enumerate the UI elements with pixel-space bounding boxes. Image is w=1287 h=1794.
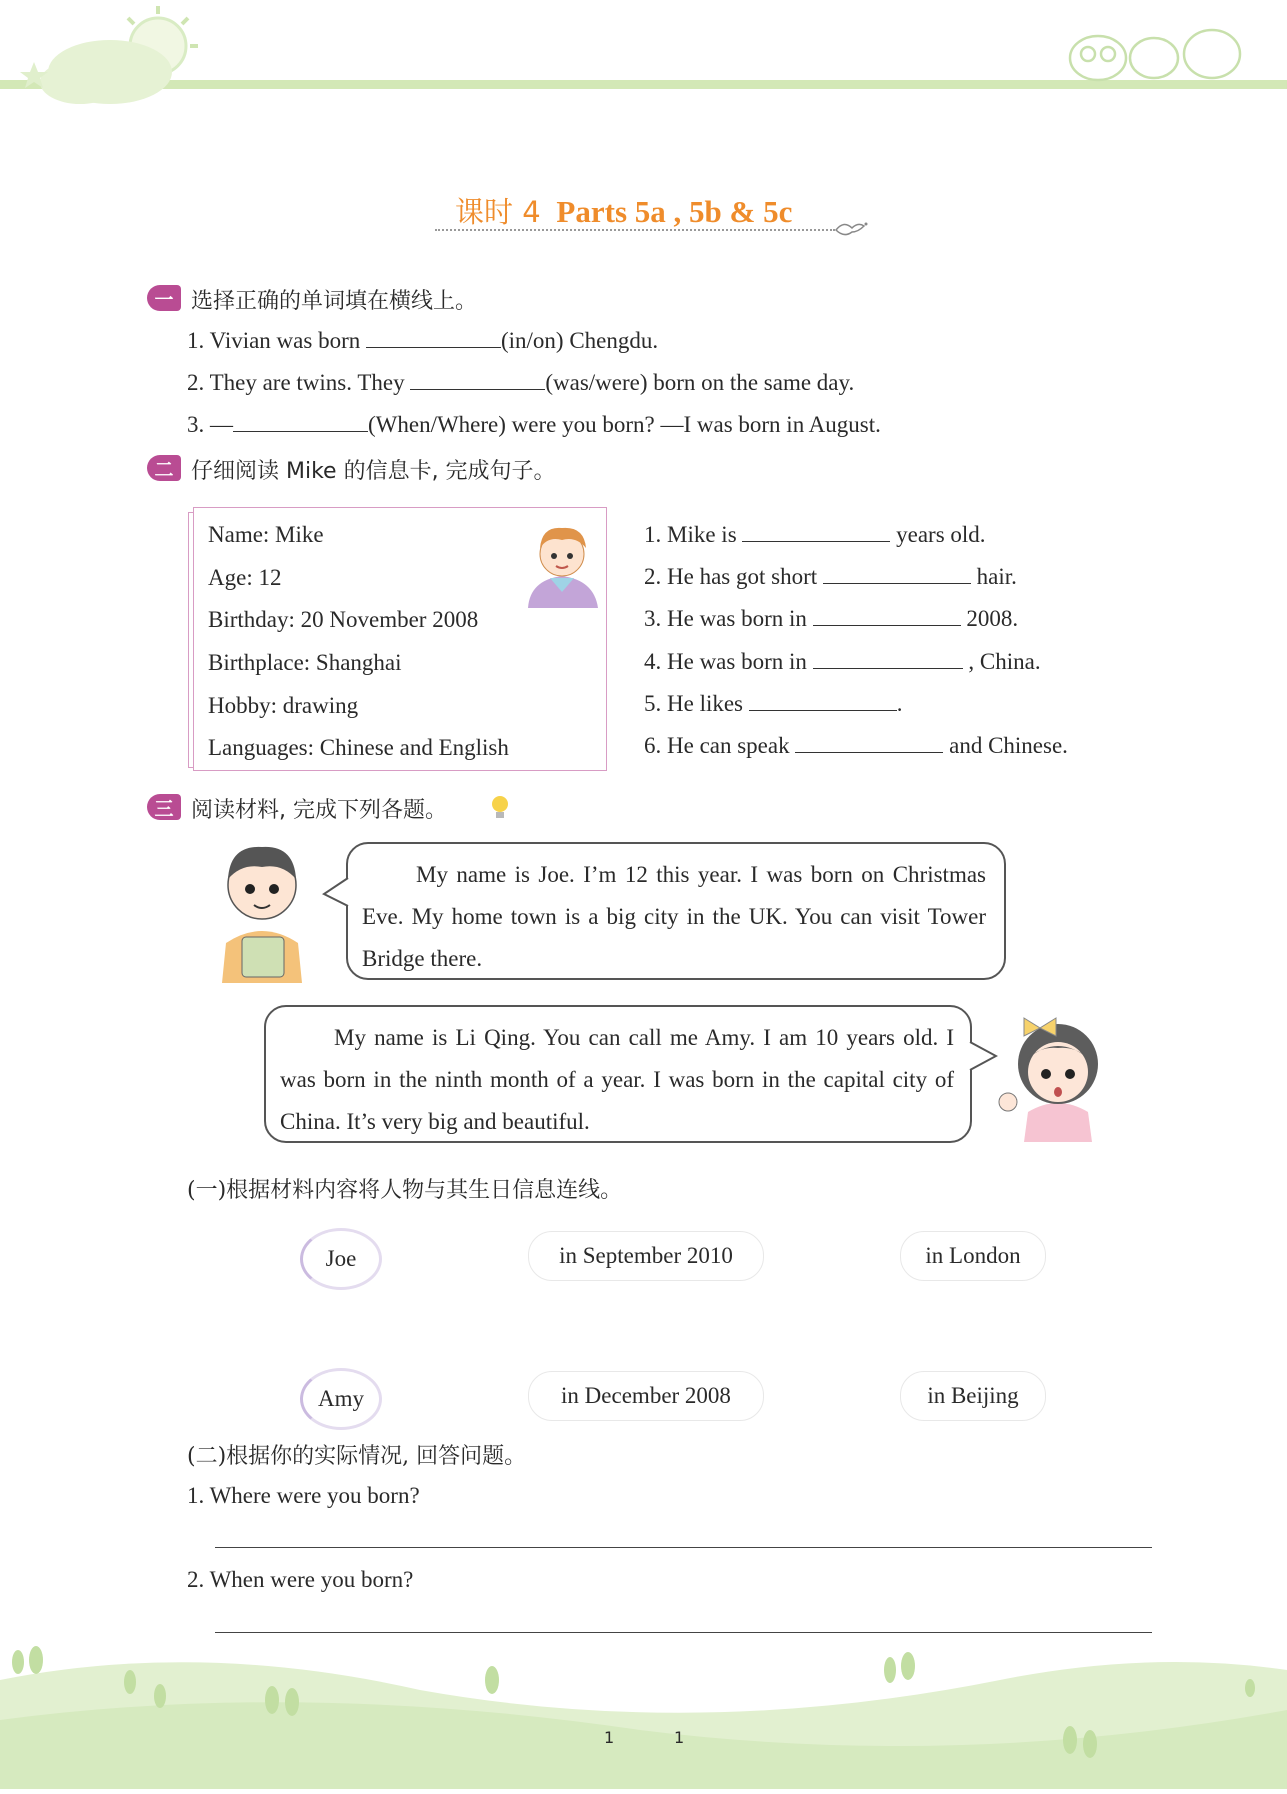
answer-blank[interactable]	[410, 369, 545, 390]
s1-item-2: 2. They are twins. They (was/were) born on the same day.	[187, 370, 855, 395]
place-option-1[interactable]: in London	[900, 1231, 1046, 1281]
footer-landscape	[0, 1640, 1287, 1789]
card-name: Name: Mike	[208, 522, 324, 547]
s1-item-1: 1. Vivian was born (in/on) Chengdu.	[187, 328, 659, 353]
s2-item-2: 2. He has got short hair.	[644, 564, 1017, 589]
joe-bubble-tail	[322, 876, 350, 915]
section1-title: 选择正确的单词填在横线上。	[191, 289, 478, 314]
answer-blank[interactable]	[749, 690, 897, 711]
card-languages: Languages: Chinese and English	[208, 735, 509, 760]
section3-badge: 三	[147, 794, 181, 820]
amy-bubble-tail	[968, 1040, 998, 1079]
answer-blank[interactable]	[233, 411, 368, 432]
info-card	[193, 507, 607, 771]
card-birthday: Birthday: 20 November 2008	[208, 607, 479, 632]
joe-avatar	[212, 833, 312, 988]
section2-title: 仔细阅读 Mike 的信息卡, 完成句子。	[191, 459, 556, 484]
s2-item-5: 5. He likes .	[644, 691, 903, 716]
card-hobby: Hobby: drawing	[208, 693, 359, 718]
bird-icon	[834, 218, 868, 245]
answer-blank[interactable]	[813, 648, 963, 669]
name-amy[interactable]: Amy	[300, 1368, 382, 1430]
answer-line-2[interactable]	[215, 1632, 1152, 1633]
s2-item-6: 6. He can speak and Chinese.	[644, 733, 1068, 758]
answer-blank[interactable]	[823, 563, 971, 584]
s1-item-3: 3. — (When/Where) were you born? —I was born in August.	[187, 412, 881, 437]
mike-portrait	[520, 518, 604, 613]
date-option-1[interactable]: in September 2010	[528, 1231, 764, 1281]
header-illustration	[0, 0, 1287, 110]
answer-blank[interactable]	[813, 605, 961, 626]
section3-title: 阅读材料, 完成下列各题。	[191, 798, 447, 823]
page-number-right: 1	[674, 1728, 685, 1747]
joe-text: My name is Joe. I’m 12 this year. I was born on Christmas Eve. My home town is a big city in the UK. You can visit Tower Bridge there.	[362, 862, 986, 971]
lesson-number: 课时 4	[455, 195, 541, 229]
lesson-title	[455, 190, 792, 231]
card-age: Age: 12	[208, 565, 282, 590]
name-joe[interactable]: Joe	[300, 1228, 382, 1290]
part2-title: (二)根据你的实际情况, 回答问题。	[187, 1444, 527, 1469]
amy-avatar	[996, 1002, 1118, 1147]
answer-blank[interactable]	[366, 327, 501, 348]
title-underline	[435, 229, 835, 231]
amy-speech-bubble	[264, 1005, 972, 1143]
s2-item-3: 3. He was born in 2008.	[644, 606, 1019, 631]
s2-item-1: 1. Mike is years old.	[644, 522, 986, 547]
question-1: 1. Where were you born?	[187, 1483, 420, 1508]
lesson-parts: Parts 5a , 5b & 5c	[556, 194, 793, 229]
answer-blank[interactable]	[742, 521, 890, 542]
section2-badge: 二	[147, 455, 181, 481]
page-number-left: 1	[604, 1728, 615, 1747]
card-birthplace: Birthplace: Shanghai	[208, 650, 402, 675]
answer-blank[interactable]	[795, 732, 943, 753]
date-option-2[interactable]: in December 2008	[528, 1371, 764, 1421]
amy-text: My name is Li Qing. You can call me Amy. I am 10 years old. I was born in the ninth month of a year. I was born in the capital city of China. It’s very big and beautiful.	[280, 1025, 954, 1134]
place-option-2[interactable]: in Beijing	[900, 1371, 1046, 1421]
header-decoration	[0, 0, 1287, 110]
lightbulb-icon	[488, 793, 512, 826]
section1-badge: 一	[147, 285, 181, 311]
hills-illustration	[0, 1640, 1287, 1789]
joe-speech-bubble	[346, 842, 1006, 980]
s2-item-4: 4. He was born in , China.	[644, 649, 1041, 674]
answer-line-1[interactable]	[215, 1547, 1152, 1548]
part1-title: (一)根据材料内容将人物与其生日信息连线。	[187, 1178, 623, 1203]
question-2: 2. When were you born?	[187, 1567, 414, 1592]
